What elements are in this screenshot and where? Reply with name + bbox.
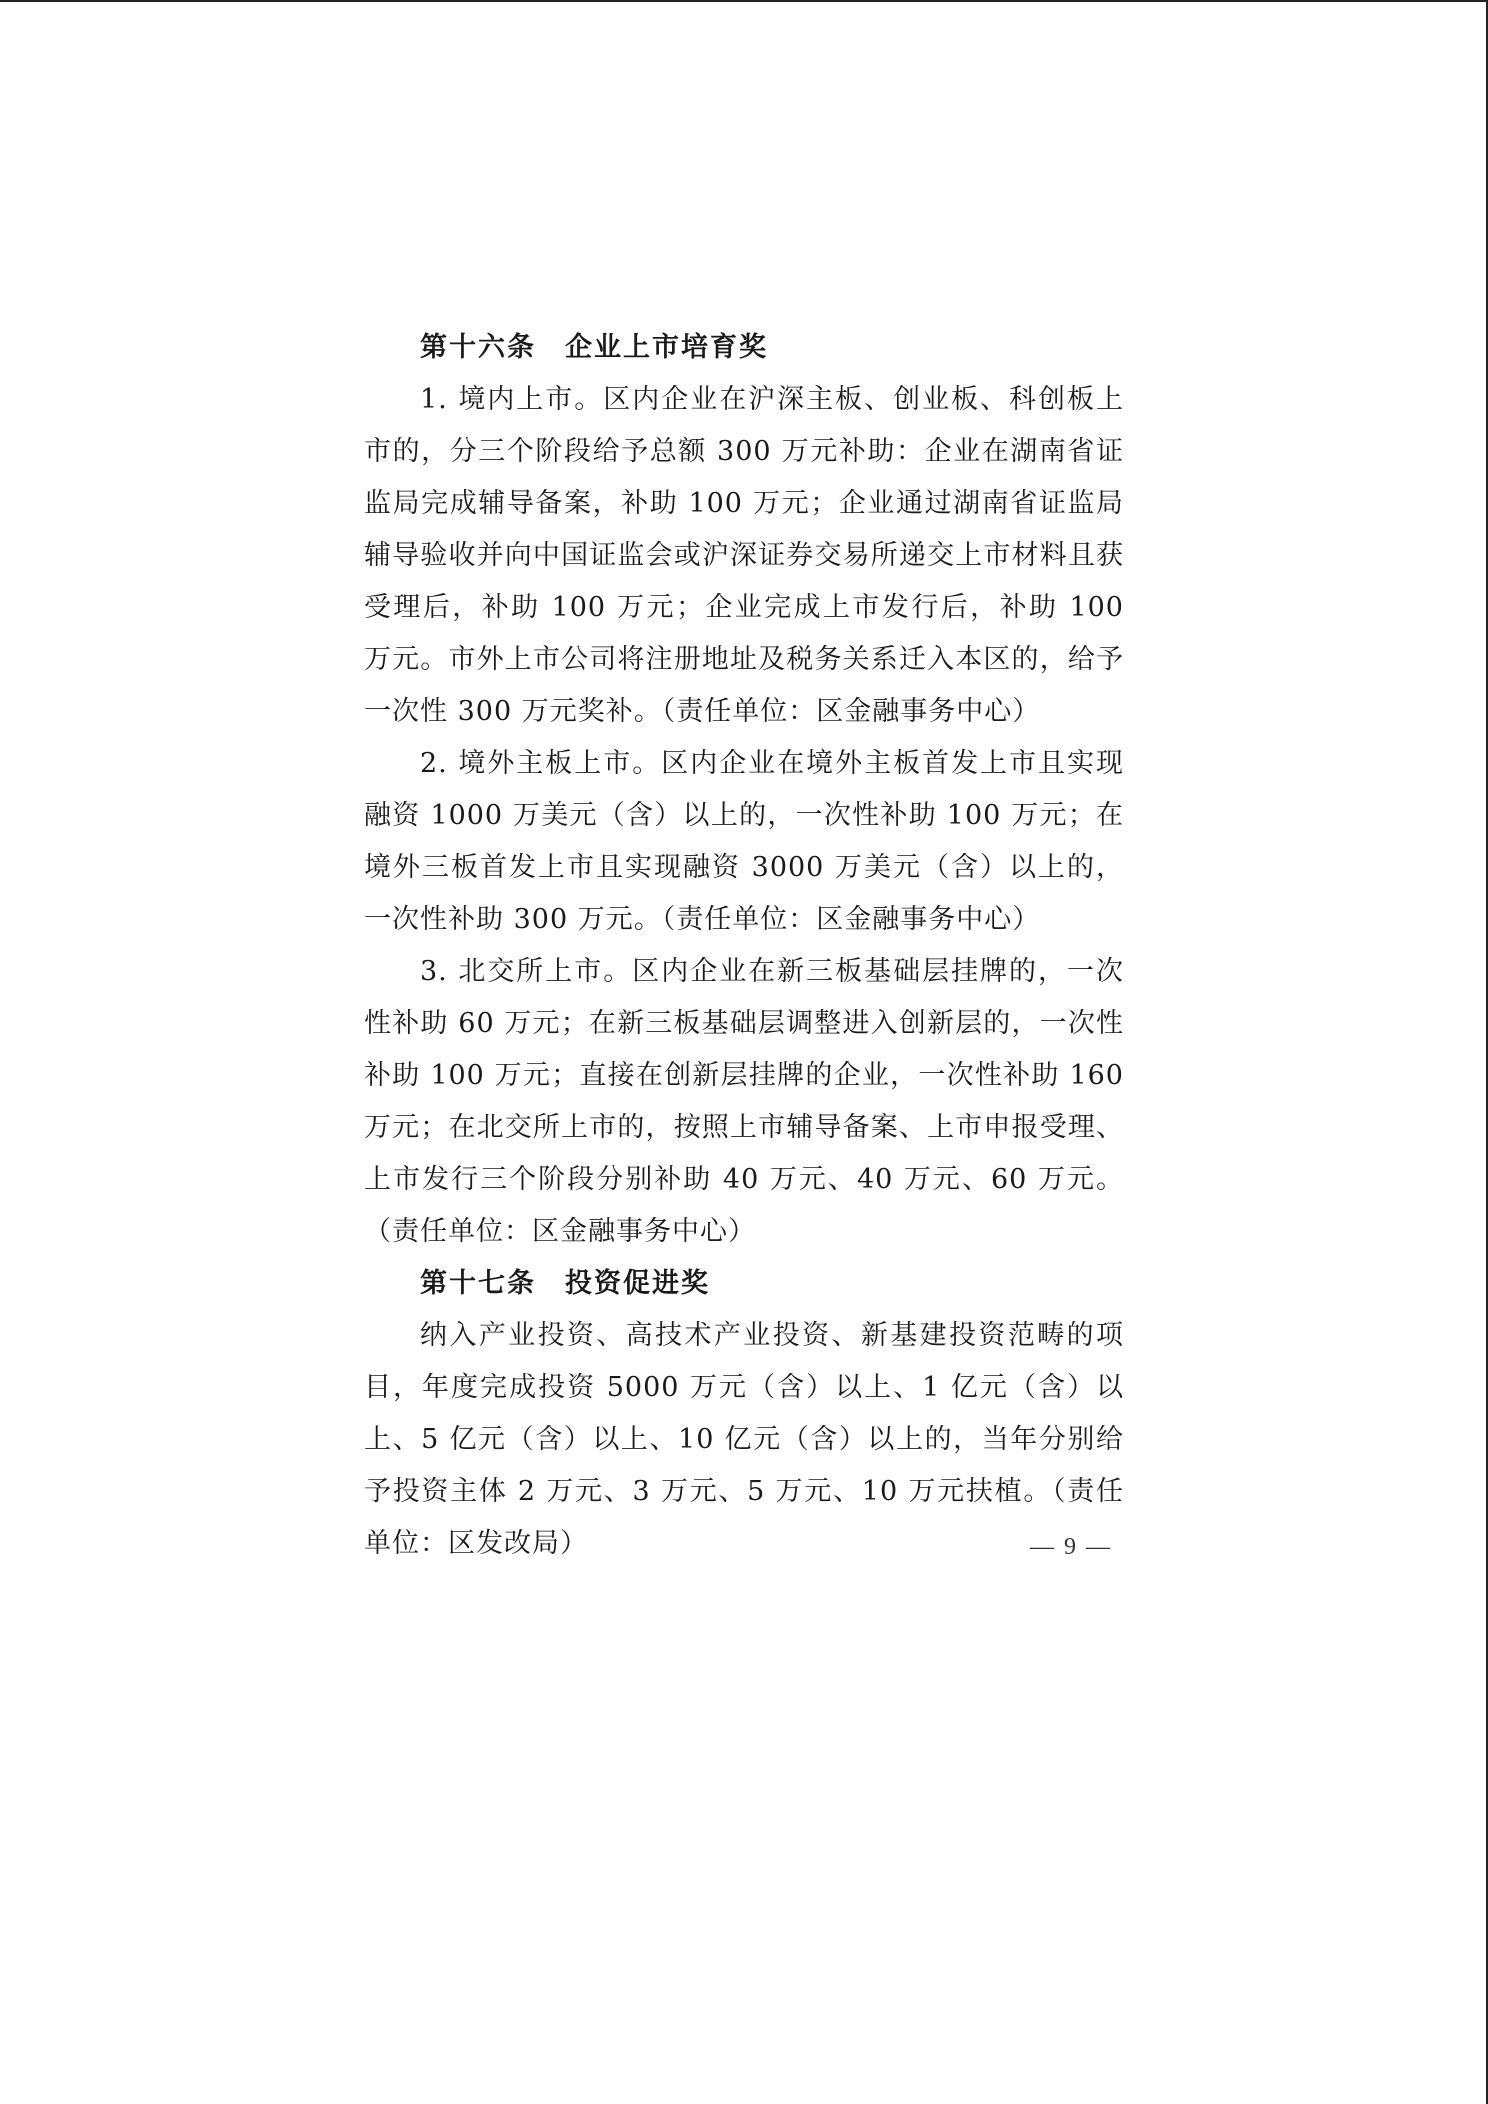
article-16-heading: 第十六条 企业上市培育奖 [420, 332, 768, 363]
document-body [364, 322, 1124, 1570]
article-16-item-1: 1. 境内上市。区内企业在沪深主板、创业板、科创板上市的，分三个阶段给予总额 300 万元补助：企业在湖南省证监局完成辅导备案，补助 100 万元；企业通过湖南省证监局辅导验收并向中国证监会或沪深证券交易所递交上市材料且获受理后，补助 100 万元；企业完成上市发行后，补助 100 万元。市外上市公司将注册地址及税务关系迁入本区的，给予一次性 300 万元奖补。（责任单位：区金融事务中心） [364, 384, 1124, 727]
article-16-item-3: 3. 北交所上市。区内企业在新三板基础层挂牌的，一次性补助 60 万元；在新三板基础层调整进入创新层的，一次性补助 100 万元；直接在创新层挂牌的企业，一次性补助 160 万元；在北交所上市的，按照上市辅导备案、上市申报受理、上市发行三个阶段分别补助 40 万元、40 万元、60 万元。（责任单位：区金融事务中心） [364, 956, 1124, 1247]
article-17-heading: 第十七条 投资促进奖 [420, 1268, 710, 1299]
article-16-item-2: 2. 境外主板上市。区内企业在境外主板首发上市且实现融资 1000 万美元（含）以上的，一次性补助 100 万元；在境外三板首发上市且实现融资 3000 万美元（含）以上的，一次性补助 300 万元。（责任单位：区金融事务中心） [364, 748, 1124, 935]
page-border-top [0, 0, 1488, 2]
article-17-item-1: 纳入产业投资、高技术产业投资、新基建投资范畴的项目，年度完成投资 5000 万元（含）以上、1 亿元（含）以上、5 亿元（含）以上、10 亿元（含）以上的，当年分别给予投资主体 2 万元、3 万元、5 万元、10 万元扶植。（责任单位：区发改局） [364, 1320, 1124, 1559]
page-number: — 9 — [1030, 1534, 1112, 1560]
